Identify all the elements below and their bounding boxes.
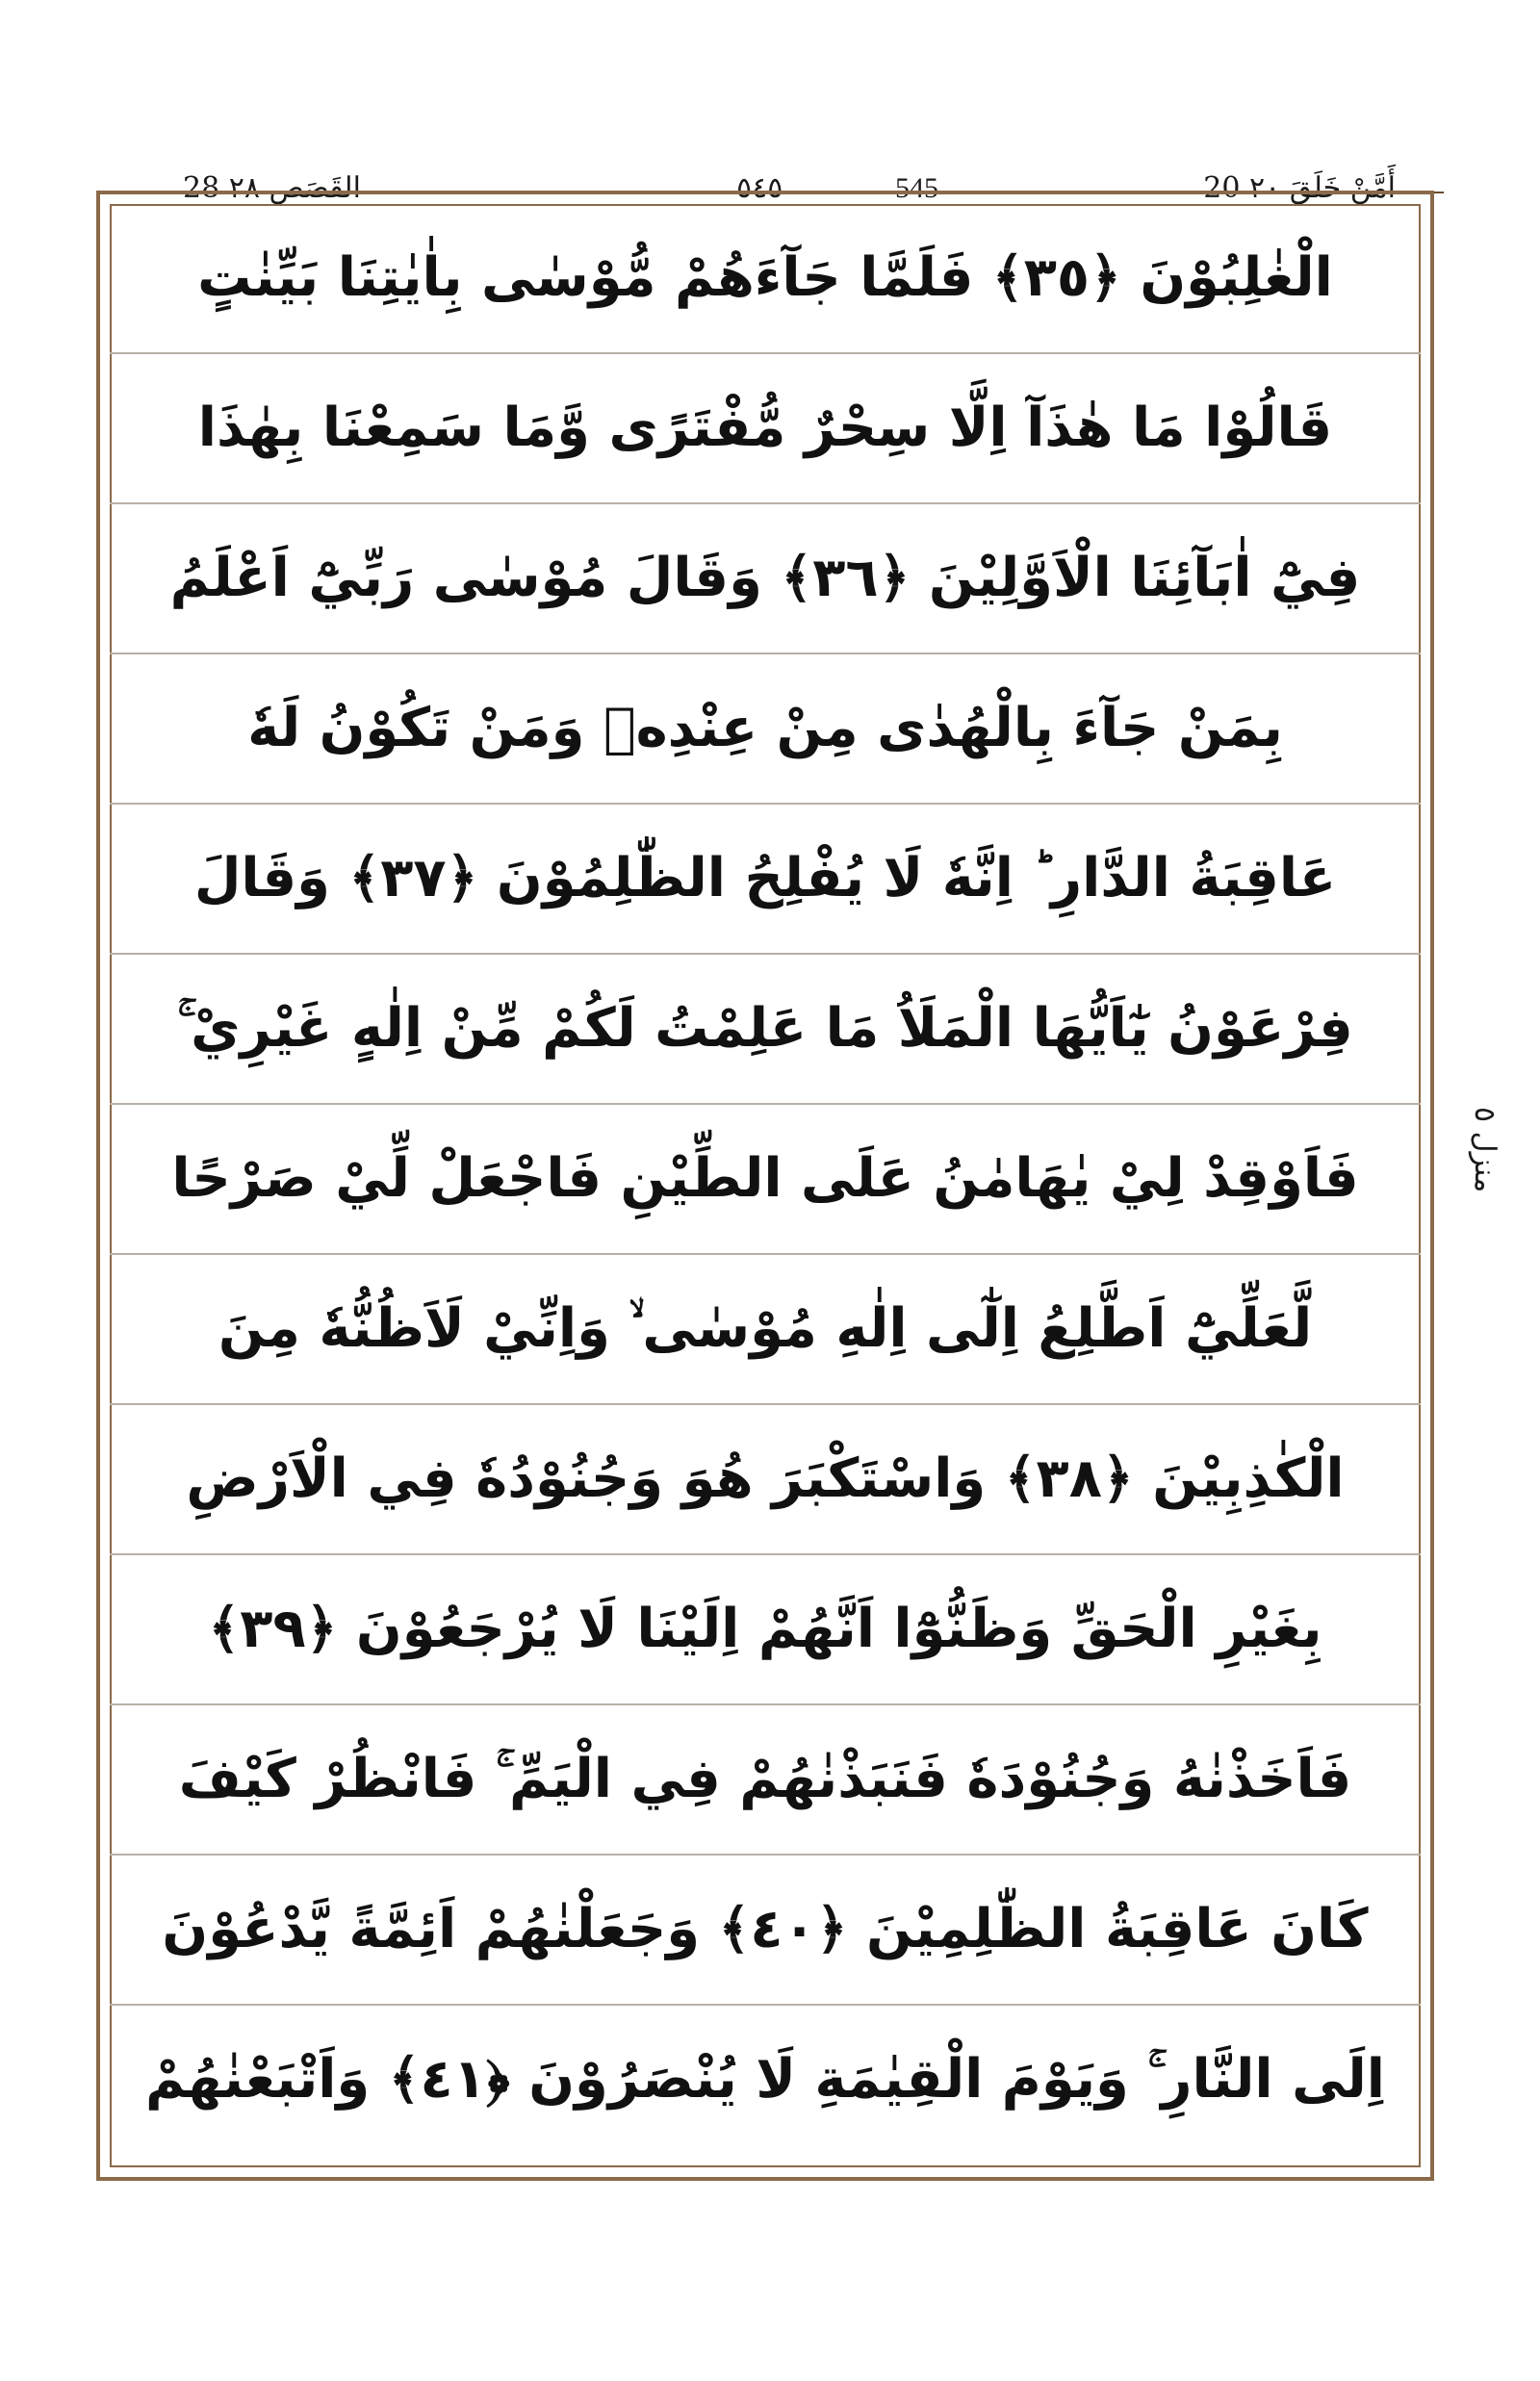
verse-line-10: بِغَيْرِ الْحَقِّ وَظَنُّوْٓا اَنَّهُمْ اِلَيْنَا لَا يُرْجَعُوْنَ ﴿٣٩﴾	[110, 1555, 1421, 1705]
verse-line-5: عَاقِبَةُ الدَّارِ ؕ اِنَّهٗ لَا يُفْلِحُ الظّٰلِمُوْنَ ﴿٣٧﴾ وَقَالَ	[110, 805, 1421, 955]
verse-lines	[110, 204, 1421, 2167]
verse-line-1: الْغٰلِبُوْنَ ﴿٣٥﴾ فَلَمَّا جَآءَهُمْ مُّوْسٰى بِاٰيٰتِنَا بَيِّنٰتٍ	[110, 204, 1421, 354]
page-number-arabic: ٥٤٥	[727, 162, 792, 216]
verse-line-11: فَاَخَذْنٰهُ وَجُنُوْدَهٗ فَنَبَذْنٰهُمْ فِي الْيَمِّ ۚ فَانْظُرْ كَيْفَ	[110, 1705, 1421, 1856]
surah-label: 28 القَصَص ٢٨	[173, 162, 371, 216]
verse-line-13: اِلَى النَّارِ ۚ وَيَوْمَ الْقِيٰمَةِ لَا يُنْصَرُوْنَ ﴿٤١﴾ وَاَتْبَعْنٰهُمْ	[144, 2048, 1386, 2111]
verse-line-6: فِرْعَوْنُ يٰٓاَيُّهَا الْمَلَاُ مَا عَلِمْتُ لَكُمْ مِّنْ اِلٰهٍ غَيْرِيْ ۚ	[110, 955, 1421, 1105]
verse-line-2: قَالُوْا مَا هٰذَآ اِلَّا سِحْرٌ مُّفْتَرًى وَّمَا سَمِعْنَا بِهٰذَا	[110, 354, 1421, 504]
verse-line-7: فَاَوْقِدْ لِيْ يٰهَامٰنُ عَلَى الطِّيْنِ فَاجْعَلْ لِّيْ صَرْحًا	[110, 1105, 1421, 1255]
page-number: 545	[886, 162, 948, 216]
verse-line-12: كَانَ عَاقِبَةُ الظّٰلِمِيْنَ ﴿٤٠﴾ وَجَعَلْنٰهُمْ اَئِمَّةً يَّدْعُوْنَ	[110, 1856, 1421, 2006]
verse-line-9: الْكٰذِبِيْنَ ﴿٣٨﴾ وَاسْتَكْبَرَ هُوَ وَجُنُوْدُهٗ فِي الْاَرْضِ	[110, 1405, 1421, 1555]
juz-label: 20 أَمَّنْ خَلَقَ ٢٠	[1194, 162, 1405, 216]
verse-line-4: بِمَنْ جَآءَ بِالْهُدٰى مِنْ عِنْدِهٖ وَمَنْ تَكُوْنُ لَهٗ	[110, 654, 1421, 805]
manzil-label: منزل ٥	[1468, 1107, 1502, 1193]
verse-line-3: فِيْٓ اٰبَآئِنَا الْاَوَّلِيْنَ ﴿٣٦﴾ وَقَالَ مُوْسٰى رَبِّيْٓ اَعْلَمُ	[110, 504, 1421, 654]
verse-line-8: لَّعَلِّيْٓ اَطَّلِعُ اِلٰٓى اِلٰهِ مُوْسٰى ۙ وَاِنِّيْ لَاَظُنُّهٗ مِنَ	[110, 1255, 1421, 1405]
